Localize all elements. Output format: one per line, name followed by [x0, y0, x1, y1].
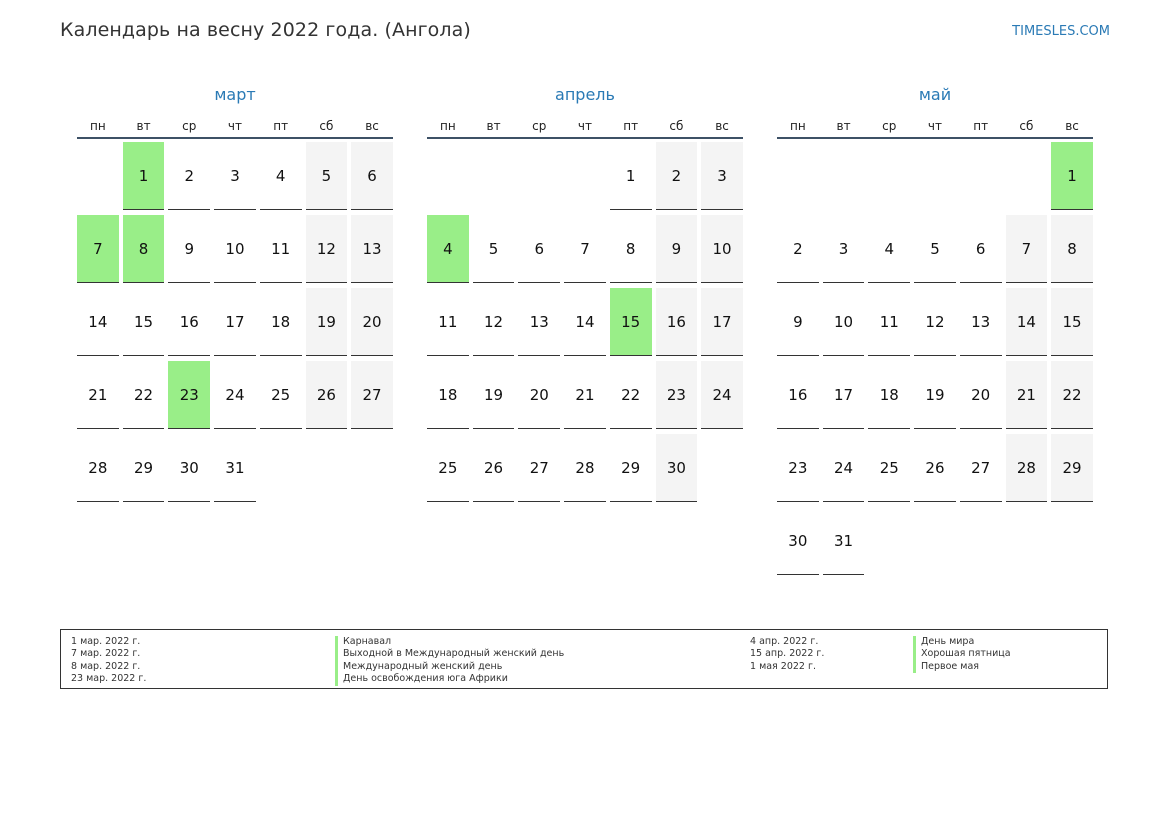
weekday-label: ср: [882, 119, 897, 133]
site-link[interactable]: TIMESLES.COM: [1012, 24, 1110, 39]
legend-date: 23 мар. 2022 г.: [71, 673, 147, 685]
day-cell[interactable]: 13: [960, 288, 1002, 356]
weekday-label: сб: [319, 119, 334, 133]
month-may: [777, 84, 1093, 575]
legend-date: 8 мар. 2022 г.: [71, 660, 141, 672]
day-cell[interactable]: 14: [77, 288, 119, 356]
day-cell[interactable]: 26: [473, 434, 515, 502]
day-cell[interactable]: 25: [868, 434, 910, 502]
weekday-label: пн: [440, 119, 456, 133]
day-cell[interactable]: 25: [260, 361, 302, 429]
day-cell[interactable]: 28: [564, 434, 606, 502]
holiday-day-cell[interactable]: 15: [610, 288, 652, 356]
day-cell[interactable]: 25: [427, 434, 469, 502]
day-cell[interactable]: 28: [1006, 434, 1048, 502]
day-cell[interactable]: 21: [564, 361, 606, 429]
day-cell[interactable]: 8: [1051, 215, 1093, 283]
day-cell[interactable]: 29: [610, 434, 652, 502]
day-cell[interactable]: 12: [914, 288, 956, 356]
month-title: май: [918, 85, 952, 104]
day-cell[interactable]: 18: [427, 361, 469, 429]
day-cell[interactable]: 12: [473, 288, 515, 356]
day-cell[interactable]: 9: [777, 288, 819, 356]
day-cell[interactable]: 24: [214, 361, 256, 429]
day-cell[interactable]: 16: [777, 361, 819, 429]
legend-right-dates: [750, 636, 824, 673]
day-cell[interactable]: 3: [701, 142, 743, 210]
weekday-label: сб: [1019, 119, 1034, 133]
day-cell[interactable]: 16: [656, 288, 698, 356]
legend-right-names: [913, 636, 1011, 673]
legend-holiday-name: Карнавал: [335, 636, 564, 648]
day-cell[interactable]: 27: [351, 361, 393, 429]
day-cell[interactable]: 23: [656, 361, 698, 429]
day-cell[interactable]: 7: [1006, 215, 1048, 283]
legend-holiday-name: Хорошая пятница: [913, 648, 1011, 660]
day-cell[interactable]: 11: [868, 288, 910, 356]
day-cell[interactable]: 20: [518, 361, 560, 429]
page-title: Календарь на весну 2022 года. (Ангола): [60, 19, 471, 41]
day-cell[interactable]: 19: [473, 361, 515, 429]
day-cell[interactable]: 14: [1006, 288, 1048, 356]
day-cell[interactable]: 4: [868, 215, 910, 283]
day-cell[interactable]: 24: [701, 361, 743, 429]
day-cell[interactable]: 22: [123, 361, 165, 429]
holiday-day-cell[interactable]: 1: [123, 142, 165, 210]
day-cell[interactable]: 8: [610, 215, 652, 283]
holiday-day-cell[interactable]: 1: [1051, 142, 1093, 210]
legend-holiday-name: День освобождения юга Африки: [335, 673, 564, 685]
day-cell[interactable]: 6: [960, 215, 1002, 283]
day-cell[interactable]: 20: [960, 361, 1002, 429]
day-cell[interactable]: 11: [427, 288, 469, 356]
empty-cell: [777, 142, 819, 209]
day-cell[interactable]: 17: [701, 288, 743, 356]
day-cell[interactable]: 21: [1006, 361, 1048, 429]
day-grid: [777, 142, 1093, 575]
empty-cell: [823, 142, 865, 209]
day-cell[interactable]: 6: [351, 142, 393, 210]
day-cell[interactable]: 30: [656, 434, 698, 502]
weekday-label: пт: [623, 119, 639, 133]
empty-cell: [868, 142, 910, 209]
day-cell[interactable]: 31: [214, 434, 256, 502]
day-cell[interactable]: 16: [168, 288, 210, 356]
holiday-day-cell[interactable]: 4: [427, 215, 469, 283]
weekday-label: вс: [1065, 119, 1079, 133]
month-april: [427, 84, 743, 502]
weekday-label: чт: [227, 119, 242, 133]
month-march: [77, 84, 393, 502]
day-cell[interactable]: 7: [564, 215, 606, 283]
day-cell[interactable]: 26: [306, 361, 348, 429]
weekday-label: вт: [486, 119, 501, 133]
empty-cell: [77, 142, 119, 209]
day-cell[interactable]: 5: [306, 142, 348, 210]
day-cell[interactable]: 22: [610, 361, 652, 429]
day-cell[interactable]: 19: [914, 361, 956, 429]
day-cell[interactable]: 2: [777, 215, 819, 283]
empty-cell: [1006, 142, 1048, 209]
empty-cell: [518, 142, 560, 209]
day-cell[interactable]: 10: [214, 215, 256, 283]
day-cell[interactable]: 31: [823, 507, 865, 575]
legend-date: 1 мар. 2022 г.: [71, 636, 141, 647]
day-cell[interactable]: 4: [260, 142, 302, 210]
legend-left-dates: [71, 636, 146, 686]
legend-date: 4 апр. 2022 г.: [750, 636, 819, 647]
holiday-day-cell[interactable]: 7: [77, 215, 119, 283]
legend-date: 1 мая 2022 г.: [750, 660, 816, 672]
day-cell[interactable]: 27: [960, 434, 1002, 502]
day-cell[interactable]: 15: [1051, 288, 1093, 356]
day-cell[interactable]: 6: [518, 215, 560, 283]
day-cell[interactable]: 5: [473, 215, 515, 283]
weekday-label: пн: [90, 119, 106, 133]
day-cell[interactable]: 10: [701, 215, 743, 283]
day-cell[interactable]: 14: [564, 288, 606, 356]
empty-cell: [564, 142, 606, 209]
day-cell[interactable]: 9: [168, 215, 210, 283]
day-cell[interactable]: 3: [214, 142, 256, 210]
day-cell[interactable]: 2: [656, 142, 698, 210]
day-cell[interactable]: 18: [868, 361, 910, 429]
day-cell[interactable]: 12: [306, 215, 348, 283]
legend-date: 7 мар. 2022 г.: [71, 648, 141, 660]
weekday-label: пт: [273, 119, 289, 133]
weekday-label: вт: [836, 119, 851, 133]
month-title: март: [214, 85, 256, 104]
empty-cell: [427, 142, 469, 209]
day-cell[interactable]: 22: [1051, 361, 1093, 429]
day-cell[interactable]: 24: [823, 434, 865, 502]
legend-holiday-name: Первое мая: [913, 661, 1011, 673]
weekday-label: сб: [669, 119, 684, 133]
legend-holiday-name: День мира: [913, 636, 1011, 648]
weekday-header: [777, 115, 1093, 139]
legend-holiday-name: Выходной в Международный женский день: [335, 648, 564, 660]
day-cell[interactable]: 29: [1051, 434, 1093, 502]
day-cell[interactable]: 21: [77, 361, 119, 429]
legend-date: 15 апр. 2022 г.: [750, 648, 825, 660]
day-cell[interactable]: 11: [260, 215, 302, 283]
day-cell[interactable]: 13: [518, 288, 560, 356]
month-title: апрель: [555, 85, 615, 104]
day-cell[interactable]: 27: [518, 434, 560, 502]
weekday-label: ср: [532, 119, 547, 133]
day-cell[interactable]: 10: [823, 288, 865, 356]
holiday-day-cell[interactable]: 23: [168, 361, 210, 429]
weekday-header: [427, 115, 743, 139]
day-cell[interactable]: 20: [351, 288, 393, 356]
holiday-legend: [60, 629, 1108, 689]
day-grid: [77, 142, 393, 502]
day-cell[interactable]: 15: [123, 288, 165, 356]
day-cell[interactable]: 30: [777, 507, 819, 575]
day-cell[interactable]: 23: [777, 434, 819, 502]
day-cell[interactable]: 3: [823, 215, 865, 283]
weekday-label: вт: [136, 119, 151, 133]
weekday-header: [77, 115, 393, 139]
weekday-label: вс: [365, 119, 379, 133]
day-cell[interactable]: 30: [168, 434, 210, 502]
weekday-label: вс: [715, 119, 729, 133]
day-cell[interactable]: 26: [914, 434, 956, 502]
day-cell[interactable]: 9: [656, 215, 698, 283]
day-cell[interactable]: 18: [260, 288, 302, 356]
day-cell[interactable]: 17: [823, 361, 865, 429]
day-cell[interactable]: 13: [351, 215, 393, 283]
day-grid: [427, 142, 743, 502]
day-cell[interactable]: 17: [214, 288, 256, 356]
weekday-label: пт: [973, 119, 989, 133]
day-cell[interactable]: 28: [77, 434, 119, 502]
legend-left-names: [335, 636, 564, 686]
holiday-day-cell[interactable]: 8: [123, 215, 165, 283]
weekday-label: ср: [182, 119, 197, 133]
day-cell[interactable]: 5: [914, 215, 956, 283]
weekday-label: пн: [790, 119, 806, 133]
legend-holiday-name: Международный женский день: [335, 661, 564, 673]
weekday-label: чт: [577, 119, 592, 133]
empty-cell: [914, 142, 956, 209]
day-cell[interactable]: 19: [306, 288, 348, 356]
day-cell[interactable]: 29: [123, 434, 165, 502]
empty-cell: [473, 142, 515, 209]
empty-cell: [960, 142, 1002, 209]
day-cell[interactable]: 2: [168, 142, 210, 210]
day-cell[interactable]: 1: [610, 142, 652, 210]
weekday-label: чт: [927, 119, 942, 133]
